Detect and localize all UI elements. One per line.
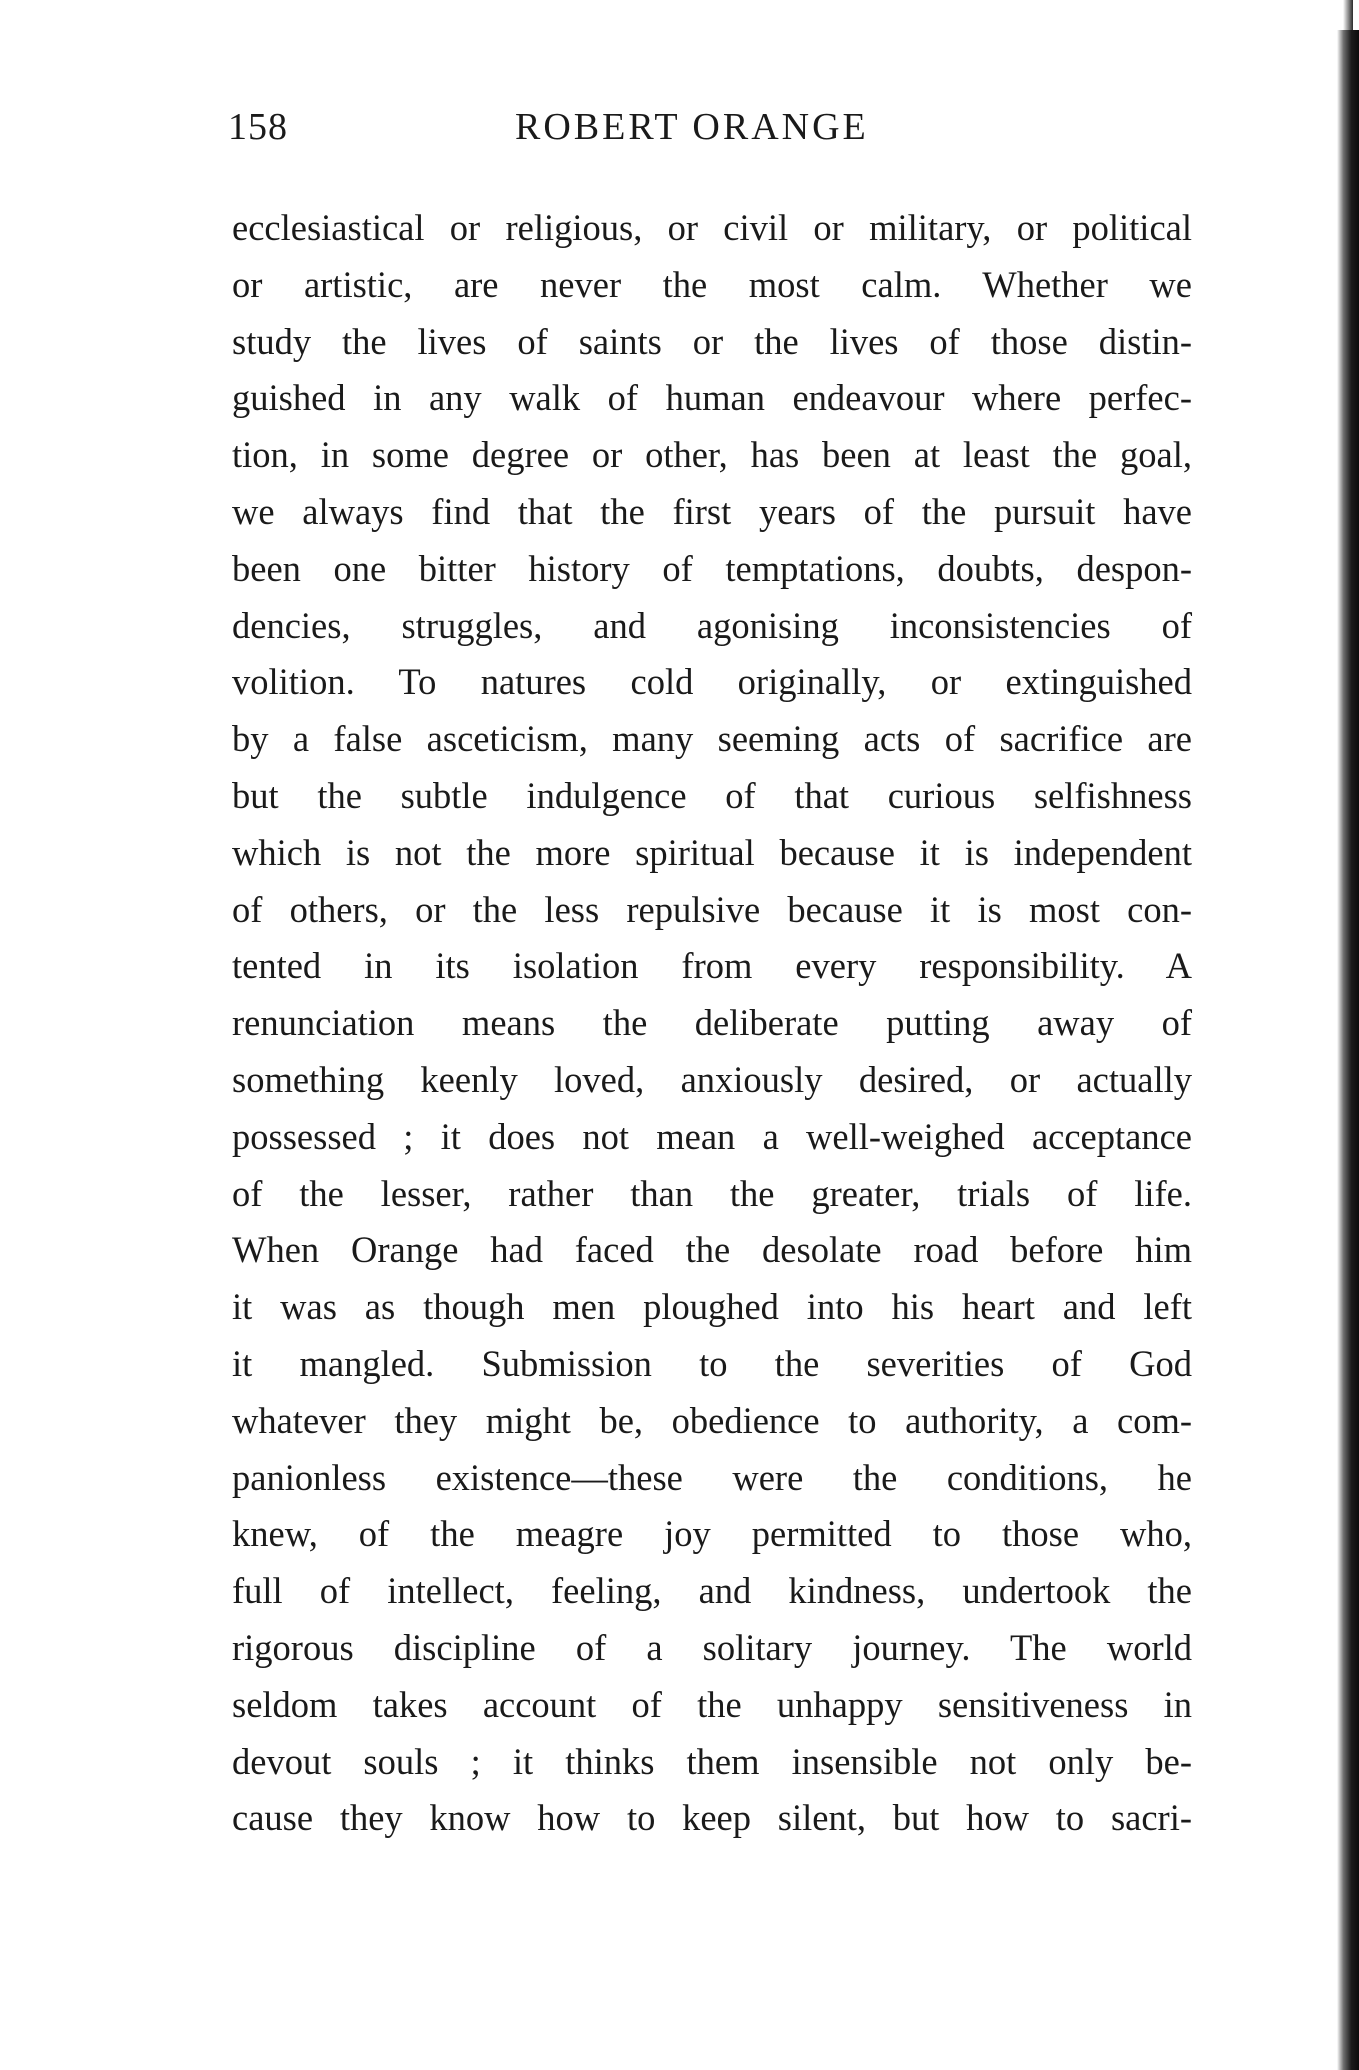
text-line: study the lives of saints or the lives of those distin- [232, 320, 1192, 362]
text-line: it was as though men ploughed into his heart and left [232, 1286, 1192, 1328]
text-line: by a false asceticism, many seeming acts of sacrifice are [232, 718, 1192, 760]
text-line: which is not the more spiritual because it is independent [232, 831, 1192, 873]
text-line: knew, of the meagre joy permitted to those who, [232, 1513, 1192, 1555]
text-line: of others, or the less repulsive because it is most con- [232, 888, 1192, 930]
text-line: it mangled. Submission to the severities of God [232, 1342, 1192, 1384]
text-line: full of intellect, feeling, and kindness, undertook the [232, 1570, 1192, 1612]
running-head: ROBERT ORANGE [515, 106, 869, 148]
text-line: whatever they might be, obedience to authority, a com- [232, 1399, 1192, 1441]
text-line: renunciation means the deliberate putting away of [232, 1002, 1192, 1044]
text-line: something keenly loved, anxiously desired, or actually [232, 1058, 1192, 1100]
text-line: devout souls ; it thinks them insensible not only be- [232, 1740, 1192, 1782]
text-line: of the lesser, rather than the greater, trials of life. [232, 1172, 1192, 1214]
text-line: dencies, struggles, and agonising inconsistencies of [232, 604, 1192, 646]
text-line: possessed ; it does not mean a well-weighed acceptance [232, 1115, 1192, 1157]
text-line: seldom takes account of the unhappy sensitiveness in [232, 1683, 1192, 1725]
text-line: cause they know how to keep silent, but how to sacri- [232, 1797, 1192, 1839]
text-line: tented in its isolation from every responsibility. A [232, 945, 1192, 987]
page-binding-edge [1337, 30, 1359, 2070]
text-line: been one bitter history of temptations, doubts, despon- [232, 547, 1192, 589]
text-line: or artistic, are never the most calm. Whether we [232, 263, 1192, 305]
text-line: but the subtle indulgence of that curious selfishness [232, 774, 1192, 816]
text-line: volition. To natures cold originally, or extinguished [232, 661, 1192, 703]
text-line: ecclesiastical or religious, or civil or military, or political [232, 207, 1192, 248]
text-line: rigorous discipline of a solitary journey. The world [232, 1626, 1192, 1668]
page-number: 158 [228, 106, 288, 148]
text-line: panionless existence—these were the conditions, he [232, 1456, 1192, 1498]
text-line: guished in any walk of human endeavour where perfec- [232, 377, 1192, 419]
body-text [232, 200, 1192, 1847]
text-line: tion, in some degree or other, has been at least the goal, [232, 434, 1192, 476]
text-line: When Orange had faced the desolate road before him [232, 1229, 1192, 1271]
text-line: we always find that the first years of the pursuit have [232, 490, 1192, 532]
